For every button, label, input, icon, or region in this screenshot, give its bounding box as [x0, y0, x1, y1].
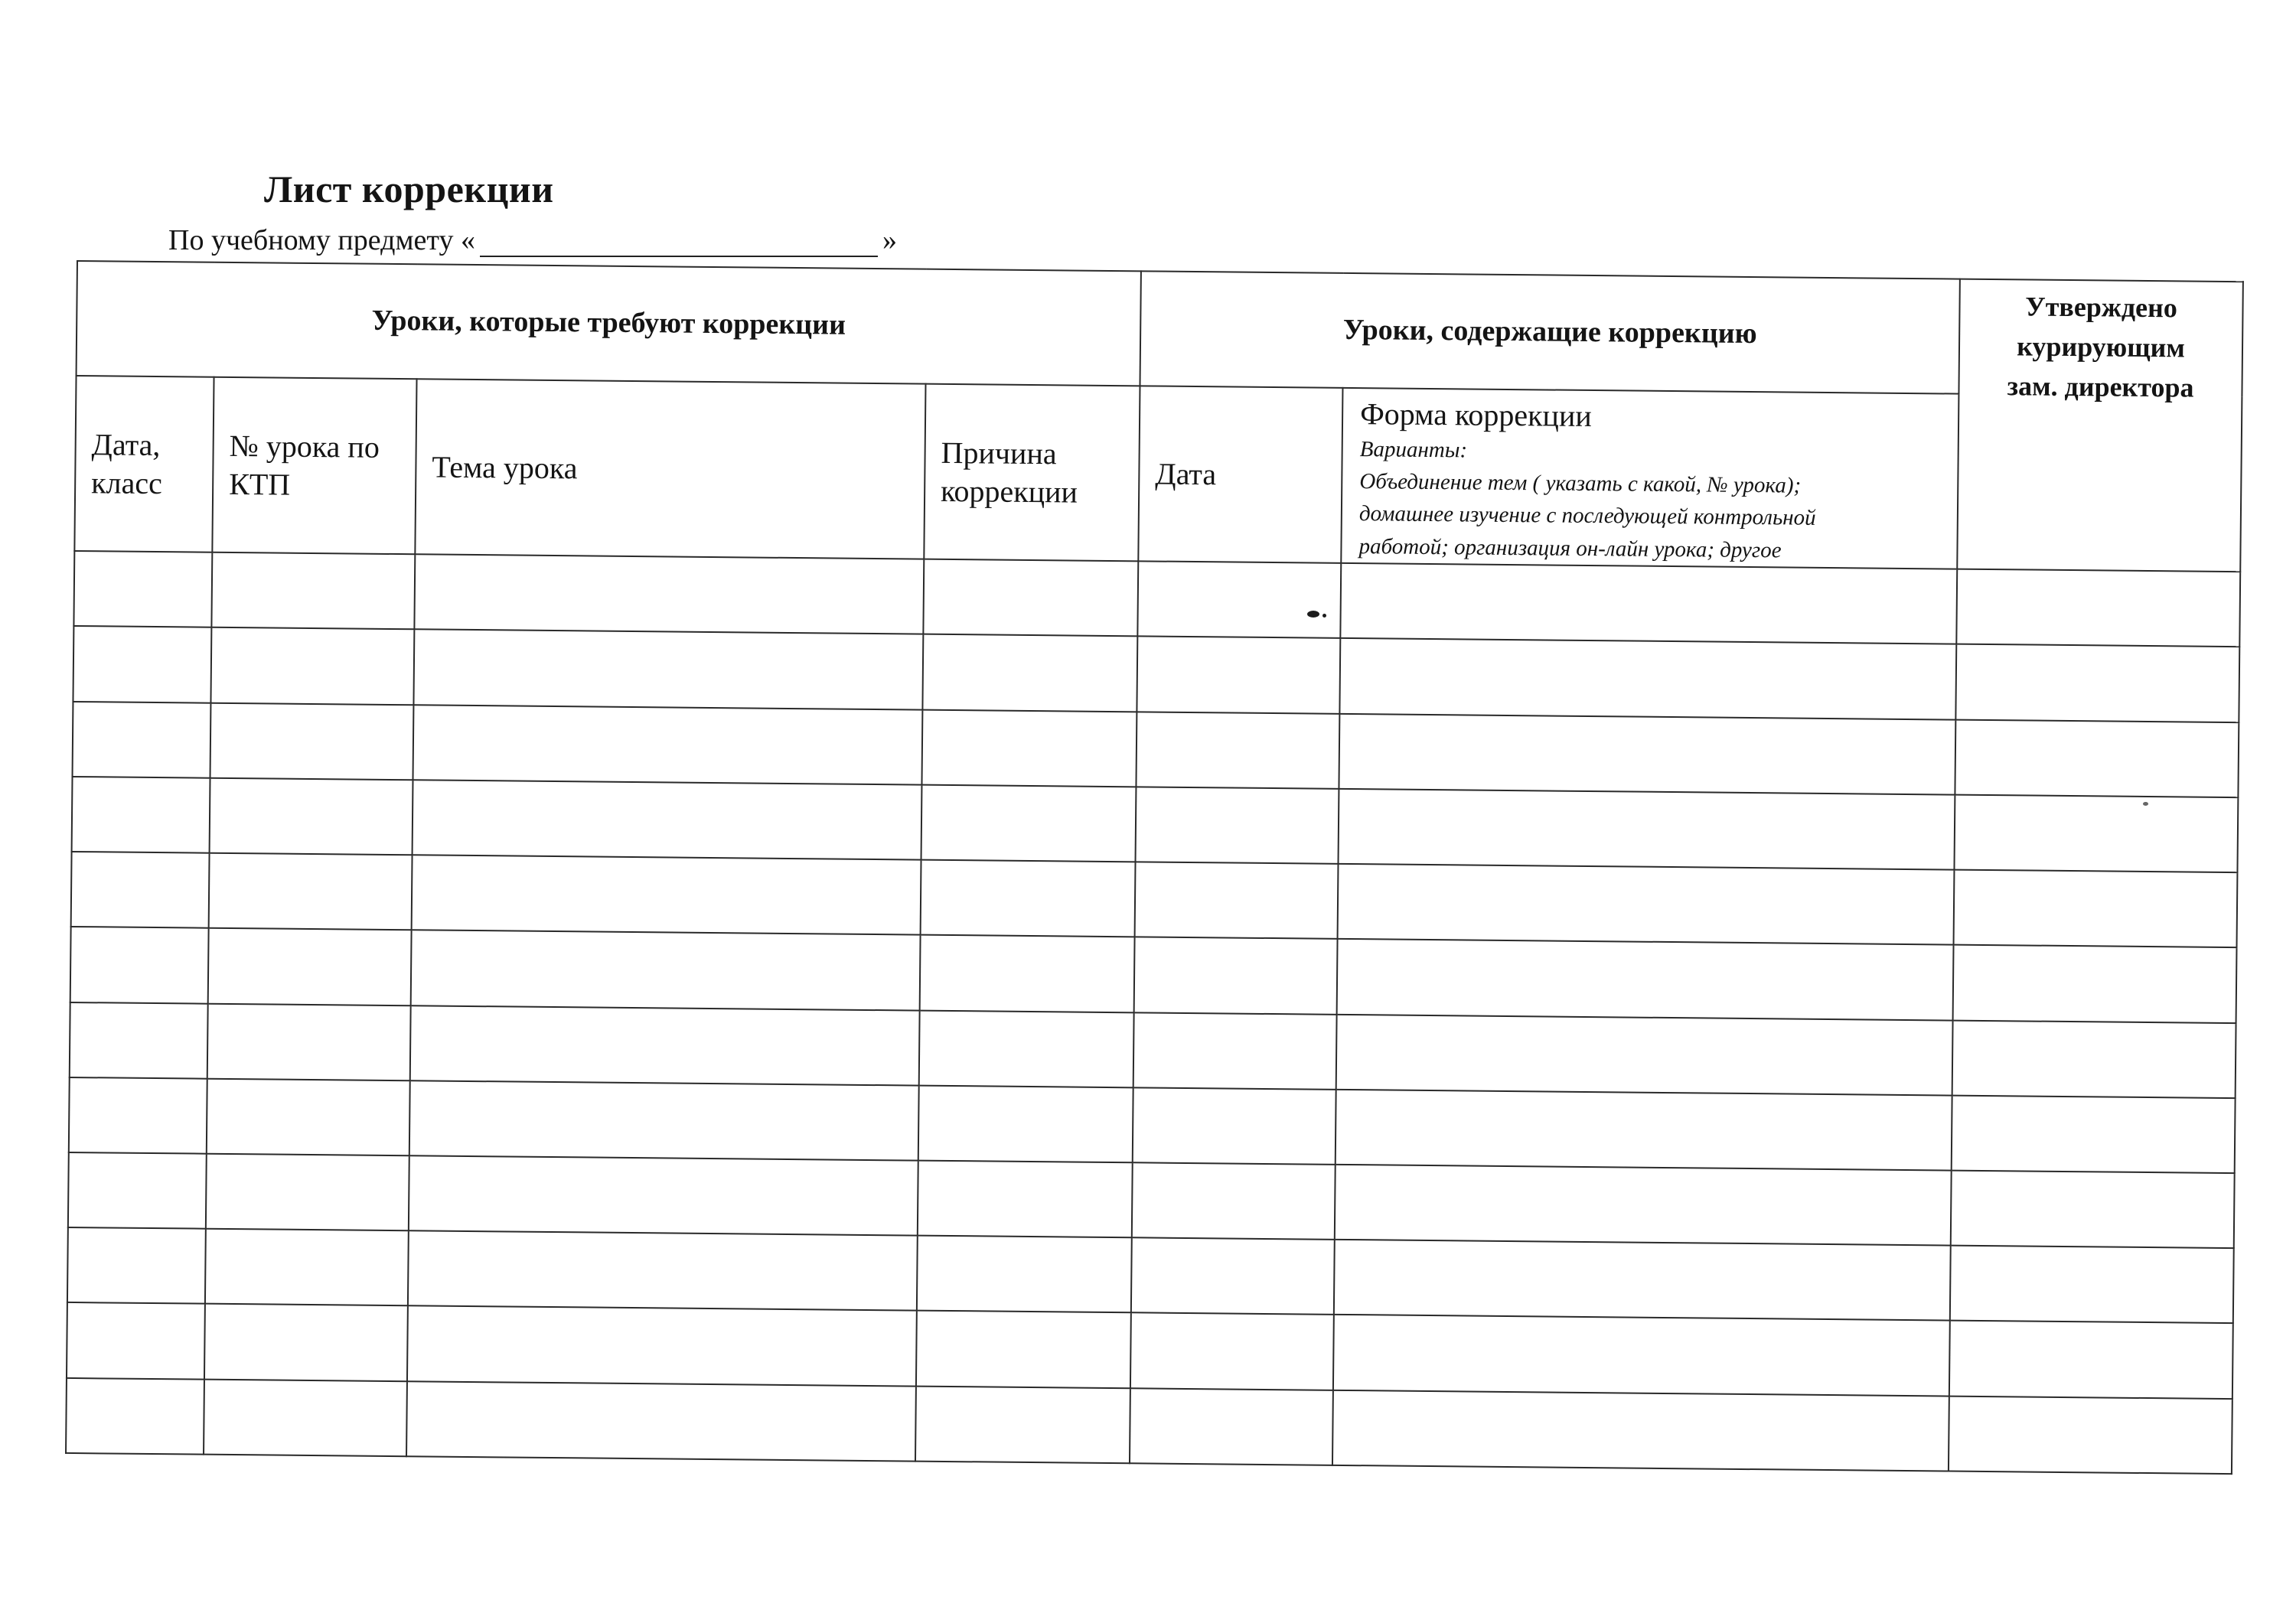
correction-option-line: Объединение тем ( указать с какой, № урока);: [1359, 469, 1802, 499]
header-lessons-containing-correction: Уроки, содержащие коррекцию: [1140, 271, 1960, 394]
cell-correction-form[interactable]: [1340, 563, 1957, 644]
cell-approved[interactable]: [1949, 1321, 2233, 1399]
subject-line: [168, 223, 897, 257]
cell-lesson-number[interactable]: [207, 1078, 410, 1155]
cell-lesson-topic[interactable]: [406, 1381, 916, 1462]
cell-approved[interactable]: [1954, 870, 2238, 948]
cell-date-class[interactable]: [73, 702, 211, 778]
cell-correction-form[interactable]: [1336, 1090, 1952, 1171]
cell-approved[interactable]: [1955, 644, 2239, 722]
cell-correction-form[interactable]: [1335, 1165, 1952, 1246]
cell-reason[interactable]: [920, 935, 1135, 1012]
cell-lesson-number[interactable]: [205, 1229, 409, 1306]
ink-speck: [1322, 614, 1326, 618]
correction-form-options: [1358, 433, 1944, 568]
cell-lesson-topic[interactable]: [409, 1155, 918, 1236]
subject-label: По учебному предмету «: [168, 224, 475, 256]
cell-correction-date[interactable]: [1136, 787, 1339, 864]
col-date-class-line-1: Дата,: [91, 426, 161, 462]
cell-lesson-number[interactable]: [209, 853, 413, 930]
col-lesson-number-line-2: КТП: [228, 466, 291, 502]
cell-correction-date[interactable]: [1133, 1087, 1336, 1165]
cell-correction-date[interactable]: [1132, 1162, 1336, 1240]
cell-date-class[interactable]: [73, 626, 211, 702]
group-header-row: [77, 261, 2243, 397]
cell-approved[interactable]: [1950, 1246, 2234, 1324]
cell-lesson-topic[interactable]: [414, 554, 924, 634]
document-title: Лист коррекции: [264, 168, 554, 210]
cell-lesson-topic[interactable]: [410, 1005, 920, 1086]
approved-line-3: зам. директора: [2007, 370, 2194, 403]
cell-lesson-number[interactable]: [206, 1154, 409, 1231]
cell-date-class[interactable]: [70, 927, 209, 1003]
cell-correction-date[interactable]: [1131, 1237, 1335, 1315]
approved-line-1: Утверждено: [2025, 291, 2178, 324]
col-header-lesson-number: [212, 377, 416, 554]
cell-lesson-topic[interactable]: [409, 1080, 919, 1161]
cell-reason[interactable]: [917, 1236, 1132, 1313]
cell-correction-date[interactable]: [1134, 937, 1338, 1015]
cell-approved[interactable]: [1949, 1396, 2232, 1474]
cell-correction-form[interactable]: [1333, 1315, 1950, 1396]
cell-date-class[interactable]: [67, 1302, 205, 1379]
cell-reason[interactable]: [921, 784, 1137, 862]
cell-lesson-topic[interactable]: [407, 1306, 917, 1387]
cell-correction-form[interactable]: [1339, 789, 1955, 870]
subject-closing-quote: »: [882, 224, 897, 256]
correction-form-title: Форма коррекции: [1359, 396, 1593, 434]
cell-lesson-topic[interactable]: [411, 930, 921, 1011]
ink-speck: [1307, 611, 1319, 618]
cell-lesson-topic[interactable]: [413, 705, 923, 785]
cell-correction-form[interactable]: [1334, 1240, 1951, 1321]
correction-option-line: Варианты:: [1359, 437, 1468, 463]
col-date-class-line-2: класс: [90, 464, 163, 500]
correction-table: [65, 260, 2244, 1475]
cell-lesson-number[interactable]: [207, 1003, 411, 1080]
cell-correction-date[interactable]: [1130, 1388, 1333, 1465]
cell-correction-form[interactable]: [1338, 864, 1955, 945]
cell-approved[interactable]: [1955, 719, 2239, 797]
cell-date-class[interactable]: [71, 852, 210, 928]
header-approved-by-deputy: [1957, 279, 2243, 572]
cell-correction-date[interactable]: [1137, 712, 1340, 789]
cell-reason[interactable]: [923, 559, 1138, 637]
approved-line-2: курирующим: [2017, 331, 2186, 363]
cell-reason[interactable]: [915, 1386, 1130, 1463]
cell-correction-form[interactable]: [1337, 939, 1954, 1020]
cell-lesson-topic[interactable]: [413, 630, 923, 710]
cell-lesson-number[interactable]: [210, 778, 413, 855]
correction-option-line: домашнее изучение с последующей контрольной: [1358, 501, 1816, 531]
cell-lesson-number[interactable]: [211, 552, 415, 630]
header-lessons-requiring-correction: Уроки, которые требуют коррекции: [77, 261, 1141, 386]
cell-correction-form[interactable]: [1332, 1390, 1949, 1471]
col-header-correction-form: [1341, 388, 1958, 569]
cell-lesson-number[interactable]: [210, 627, 414, 705]
cell-reason[interactable]: [919, 1010, 1134, 1087]
col-reason-line-1: Причина: [941, 435, 1057, 471]
cell-reason[interactable]: [916, 1311, 1131, 1388]
col-header-date-class: [74, 376, 214, 552]
cell-approved[interactable]: [1955, 794, 2239, 872]
col-header-correction-date: Дата: [1138, 386, 1342, 563]
col-reason-line-2: коррекции: [940, 473, 1078, 510]
cell-lesson-number[interactable]: [208, 928, 412, 1005]
cell-reason[interactable]: [918, 1161, 1133, 1238]
col-header-lesson-topic: Тема урока: [415, 380, 925, 559]
cell-reason[interactable]: [921, 709, 1137, 787]
cell-approved[interactable]: [1952, 1020, 2236, 1098]
cell-lesson-topic[interactable]: [413, 780, 922, 860]
col-lesson-number-line-1: № урока по: [229, 428, 380, 464]
cell-approved[interactable]: [1956, 569, 2240, 647]
cell-reason[interactable]: [921, 860, 1136, 937]
column-header-row: [74, 376, 2242, 572]
cell-approved[interactable]: [1951, 1171, 2235, 1249]
cell-correction-date[interactable]: [1130, 1313, 1334, 1390]
cell-date-class[interactable]: [73, 551, 212, 627]
cell-correction-date[interactable]: [1135, 862, 1339, 939]
cell-reason[interactable]: [922, 634, 1137, 712]
cell-correction-form[interactable]: [1336, 1014, 1953, 1095]
cell-correction-date[interactable]: [1137, 561, 1341, 638]
correction-option-line: работой; организация он-лайн урока; другое: [1358, 533, 1782, 562]
col-header-reason: [924, 384, 1140, 561]
cell-date-class[interactable]: [67, 1227, 206, 1304]
cell-date-class[interactable]: [68, 1152, 207, 1229]
subject-blank-field[interactable]: [480, 227, 878, 257]
cell-reason[interactable]: [918, 1085, 1133, 1162]
cell-correction-date[interactable]: [1133, 1012, 1337, 1090]
cell-correction-form[interactable]: [1339, 638, 1956, 719]
cell-date-class[interactable]: [72, 777, 210, 853]
cell-date-class[interactable]: [66, 1378, 204, 1455]
cell-approved[interactable]: [1952, 1095, 2236, 1173]
cell-lesson-topic[interactable]: [408, 1230, 918, 1311]
cell-approved[interactable]: [1953, 945, 2237, 1023]
cell-lesson-number[interactable]: [204, 1304, 408, 1381]
cell-lesson-number[interactable]: [210, 702, 414, 780]
ink-speck: [2143, 802, 2148, 806]
cell-date-class[interactable]: [70, 1002, 208, 1078]
correction-table-wrapper: [65, 260, 2242, 1475]
cell-date-class[interactable]: [69, 1077, 207, 1154]
cell-correction-date[interactable]: [1137, 637, 1340, 714]
cell-lesson-number[interactable]: [204, 1379, 407, 1456]
cell-lesson-topic[interactable]: [412, 855, 921, 935]
cell-correction-form[interactable]: [1339, 713, 1955, 794]
